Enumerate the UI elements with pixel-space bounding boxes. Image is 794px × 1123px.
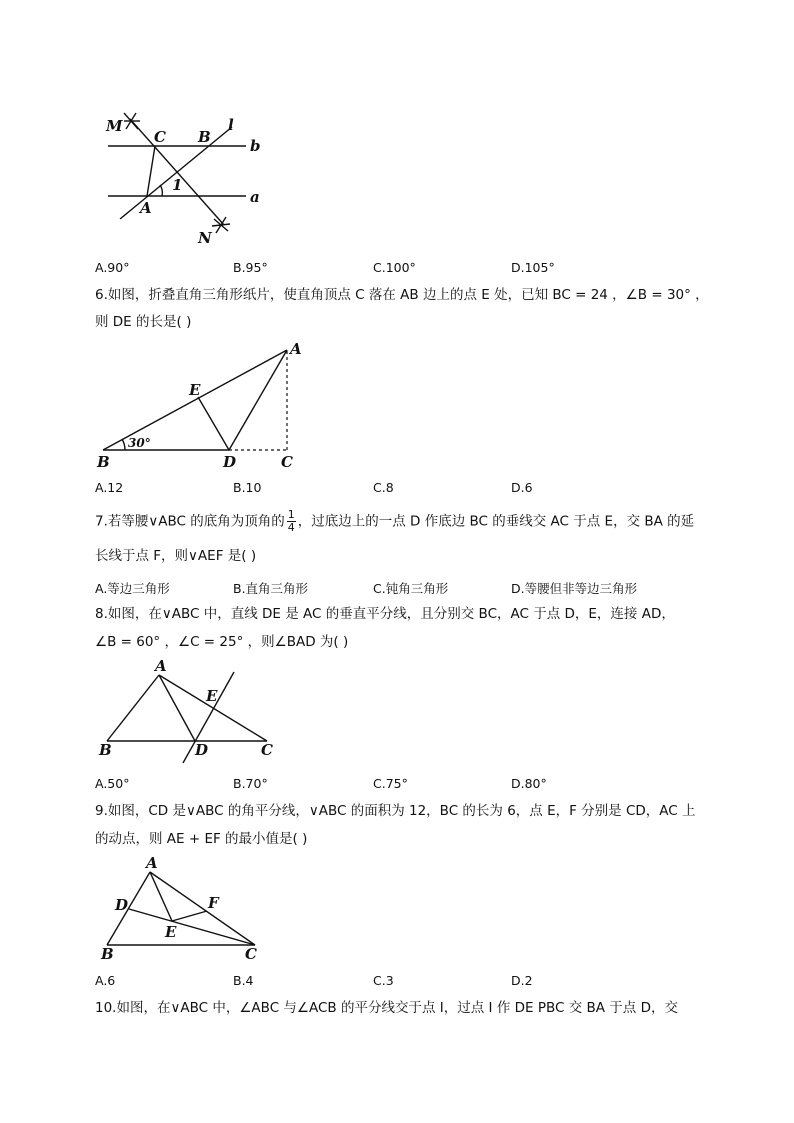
label-D: D <box>223 453 237 471</box>
q6-figure <box>95 340 305 475</box>
label-C: C <box>154 128 166 146</box>
label-N: N <box>198 229 212 247</box>
q7-fraction <box>287 509 296 534</box>
q5-diagram <box>100 105 270 250</box>
label-B: B <box>97 453 110 471</box>
label-A: A <box>146 855 158 872</box>
q8-option-c[interactable]: C.75° <box>373 776 408 791</box>
segment-dc <box>129 909 255 945</box>
q7-option-d[interactable]: D.等腰但非等边三角形 <box>511 581 638 596</box>
segment-ef <box>172 911 207 921</box>
q8-option-a[interactable]: A.50° <box>95 776 130 791</box>
label-E: E <box>189 381 201 399</box>
label-angle-30: 30° <box>128 436 151 450</box>
label-angle-1: 1 <box>172 176 183 194</box>
q6-option-b[interactable]: B.10 <box>233 480 262 495</box>
q5-option-d[interactable]: D.105° <box>511 260 555 275</box>
q6-text-line2: 则 DE 的长是( ) <box>95 314 192 330</box>
line-l <box>120 127 232 219</box>
label-D: D <box>195 741 209 759</box>
q5-figure <box>100 105 270 250</box>
q10-text-line1: 10.如图，在∨ABC 中，∠ABC 与∠ACB 的平分线交于点 I，过点 I 作 DE PBC 交 BA 于点 D，交 <box>95 1000 678 1016</box>
q8-diagram <box>95 658 280 768</box>
segment-ca <box>147 146 155 196</box>
q9-figure <box>95 855 270 965</box>
label-B: B <box>198 128 211 146</box>
segment-ba <box>107 675 159 741</box>
q9-option-b[interactable]: B.4 <box>233 973 254 988</box>
q8-option-d[interactable]: D.80° <box>511 776 547 791</box>
label-D: D <box>115 896 129 914</box>
q7-option-b[interactable]: B.直角三角形 <box>233 581 309 596</box>
q8-option-b[interactable]: B.70° <box>233 776 268 791</box>
label-C: C <box>261 741 273 759</box>
q8-text-line2: ∠B = 60° ，∠C = 25° ，则∠BAD 为( ) <box>95 634 349 650</box>
q7-text-after: ，过底边上的一点 D 作底边 BC 的垂线交 AC 于点 E，交 BA 的延 <box>297 513 695 530</box>
line-de <box>183 672 234 763</box>
q9-text-line1: 9.如图，CD 是∨ABC 的角平分线，∨ABC 的面积为 12，BC 的长为 6，点 E，F 分别是 CD，AC 上 <box>95 803 696 819</box>
label-M: M <box>106 117 123 135</box>
q6-option-d[interactable]: D.6 <box>511 480 533 495</box>
q8-figure <box>95 658 280 768</box>
q6-option-c[interactable]: C.8 <box>373 480 394 495</box>
label-l: l <box>228 116 234 134</box>
segment-ed <box>198 397 229 450</box>
label-B: B <box>99 741 112 759</box>
q6-diagram <box>95 340 305 475</box>
label-C: C <box>245 945 257 963</box>
q7-option-c[interactable]: C.钝角三角形 <box>373 581 449 596</box>
label-A: A <box>290 340 302 358</box>
q9-diagram <box>95 855 270 965</box>
q9-option-c[interactable]: C.3 <box>373 973 394 988</box>
q7-text-before: 7.若等腰∨ABC 的底角为顶角的 <box>95 513 285 530</box>
label-A: A <box>140 199 152 217</box>
q7-option-a[interactable]: A.等边三角形 <box>95 581 170 596</box>
segment-ac <box>159 675 267 741</box>
label-C: C <box>281 453 293 471</box>
q5-option-c[interactable]: C.100° <box>373 260 416 275</box>
segment-ba <box>107 872 150 945</box>
q8-text-line1: 8.如图，在∨ABC 中，直线 DE 是 AC 的垂直平分线，且分别交 BC，AC 于点 D，E，连接 AD， <box>95 606 675 622</box>
label-E: E <box>206 687 218 705</box>
q7-text-line2: 长线于点 F，则∨AEF 是( ) <box>95 548 257 564</box>
segment-ad <box>159 675 195 741</box>
q9-option-d[interactable]: D.2 <box>511 973 533 988</box>
label-F: F <box>208 894 219 912</box>
q9-text-line2: 的动点，则 AE + EF 的最小值是( ) <box>95 831 308 847</box>
label-E: E <box>165 923 177 941</box>
label-A: A <box>155 658 167 675</box>
label-a: a <box>250 188 260 206</box>
q5-option-a[interactable]: A.90° <box>95 260 130 275</box>
q7-text-line1 <box>95 509 694 534</box>
segment-ba <box>103 350 287 450</box>
q9-option-a[interactable]: A.6 <box>95 973 116 988</box>
q5-option-b[interactable]: B.95° <box>233 260 268 275</box>
q7-fraction-den: 4 <box>287 521 295 534</box>
q6-option-a[interactable]: A.12 <box>95 480 124 495</box>
q6-text-line1: 6.如图，折叠直角三角形纸片，使直角顶点 C 落在 AB 边上的点 E 处，已知 BC = 24 ，∠B = 30° ， <box>95 287 709 303</box>
label-B: B <box>101 945 114 963</box>
label-b: b <box>250 137 261 155</box>
q7-fraction-num: 1 <box>287 508 295 521</box>
